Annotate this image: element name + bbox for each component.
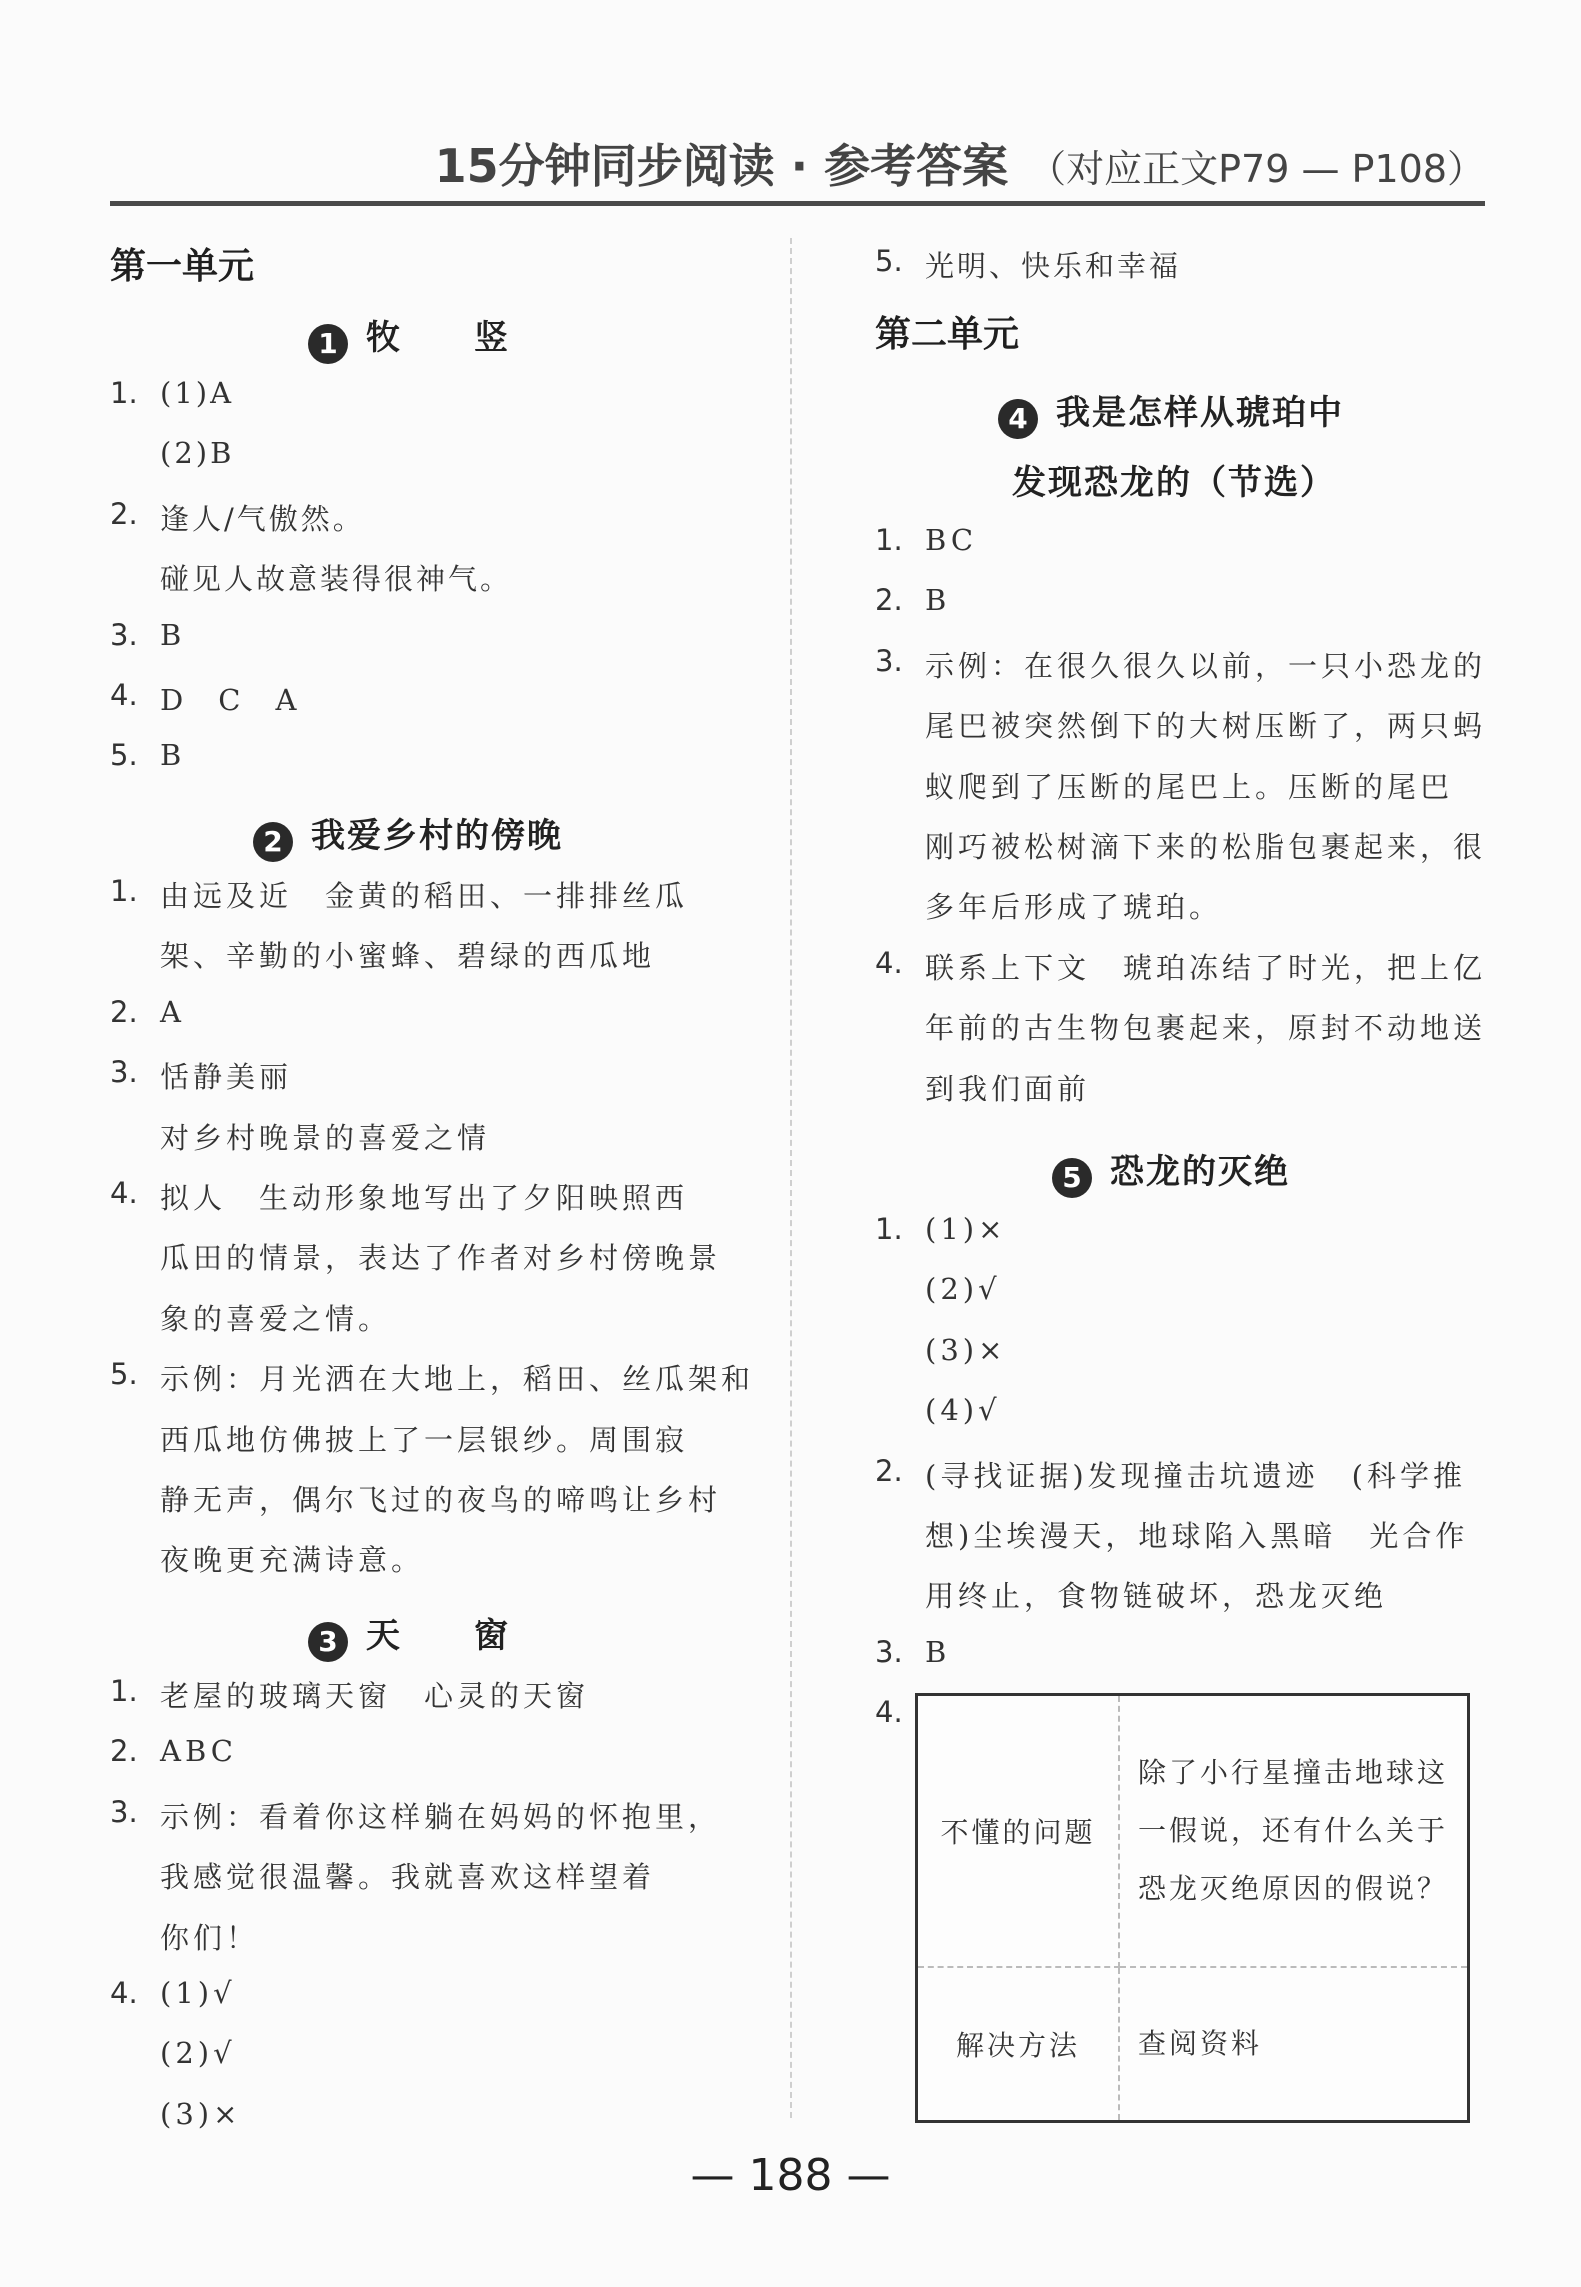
lesson-number-badge: 3 [308,1622,348,1662]
table-key: 不懂的问题 [917,1695,1120,1968]
question-number: 2. [110,994,138,1029]
question-number: 1. [110,1674,138,1708]
answer-line: (3)× [925,1332,1007,1367]
question-number: 4. [110,1976,138,2010]
page-header [110,140,1485,206]
answer-line: 示例：看着你这样躺在妈妈的怀抱里， [160,1799,722,1834]
answer-line: 光明、快乐和幸福 [925,249,1182,283]
question-number: 5. [110,738,138,773]
answer-line: (2)√ [160,2036,236,2071]
answer-line: 逢人/气傲然。 [160,501,365,536]
lesson-title: 天 窗 [366,1616,510,1656]
table-key: 解决方法 [917,1967,1120,2122]
answer-line: 联系上下文 琥珀冻结了时光，把上亿 [925,950,1487,985]
answer-line: (2)B [160,436,235,471]
column-divider [790,238,792,2118]
answer-line: 尾巴被突然倒下的大树压断了，两只蚂 [925,709,1487,744]
answer-line: 静无声，偶尔飞过的夜鸟的啼鸣让乡村 [160,1483,722,1517]
lesson-heading-1 [308,310,510,364]
answer-line: 对乡村晚景的喜爱之情 [160,1120,491,1155]
lesson-title: 我是怎样从琥珀中 [1056,393,1344,433]
question-number: 4. [110,1176,138,1210]
answer-line: 西瓜地仿佛披上了一层银纱。周围寂 [160,1422,689,1457]
answer-line: 年前的古生物包裹起来，原封不动地送 [925,1011,1487,1046]
question-number: 3. [110,617,138,652]
lesson-number-badge: 2 [253,822,293,862]
lesson-number-badge: 4 [998,399,1038,439]
question-number: 3. [875,643,903,678]
lesson-number-badge: 5 [1052,1158,1092,1198]
answer-line: 多年后形成了琥珀。 [925,890,1223,925]
table-value-line: 恐龙灭绝原因的假说？ [1138,1872,1449,1905]
answer-line: 我感觉很温馨。我就喜欢这样望着 [160,1860,656,1895]
question-number: 1. [875,523,903,557]
question-number: 4. [875,945,903,980]
answer-line: B [925,1634,951,1669]
page-number: — 188 — [690,2150,891,2201]
answer-line: 示例：在很久很久以前，一只小恐龙的 [925,648,1487,683]
question-number: 1. [110,376,138,410]
lesson-heading-5 [1052,1144,1290,1198]
question-number: 3. [110,1794,138,1829]
table-row [917,1695,1469,1968]
answer-line: 用终止，食物链破坏，恐龙灭绝 [925,1579,1388,1614]
header-subtitle: （对应正文P79 — P108） [1028,147,1485,191]
table-value-line: 除了小行星撞击地球这 [1138,1756,1449,1789]
question-number: 2. [110,496,138,531]
question-number: 4. [875,1695,903,1730]
question-number: 3. [110,1055,138,1090]
question-number: 5. [875,244,903,278]
lesson-number-badge: 1 [308,324,348,364]
header-title [435,130,1485,196]
answer-line: 由远及近 金黄的稻田、一排排丝瓜 [160,879,689,913]
answer-line: 拟人 生动形象地写出了夕阳映照西 [160,1181,689,1215]
answer-line: 示例：月光洒在大地上，稻田、丝瓜架和 [160,1362,755,1397]
answer-line: 老屋的玻璃天窗 心灵的天窗 [160,1679,590,1713]
question-number: 5. [110,1357,138,1392]
table-row [917,1967,1469,2122]
answer-line: (寻找证据)发现撞击坑遗迹 (科学推 [925,1458,1466,1493]
answer-line: BC [925,523,978,557]
lesson-heading-4 [998,385,1344,439]
answer-line: 想)尘埃漫天，地球陷入黑暗 光合作 [925,1519,1469,1553]
answer-line: ABC [160,1734,237,1769]
question-number: 1. [110,874,138,908]
answer-line: 刚巧被松树滴下来的松脂包裹起来，很 [925,830,1487,864]
lesson-title: 我爱乡村的傍晚 [311,816,563,856]
answer-line: (3)× [160,2096,242,2131]
table-value: 查阅资料 [1138,2027,1263,2060]
answer-line: D C A [160,683,300,717]
answer-line: (4)√ [925,1393,1001,1428]
lesson-title: 牧 竖 [366,318,510,358]
question-number: 2. [875,1453,903,1488]
answer-table [915,1693,1470,2123]
answer-line: (1)√ [160,1976,236,2010]
answer-line: (1)× [925,1212,1007,1246]
answer-line: 架、辛勤的小蜜蜂、碧绿的西瓜地 [160,939,656,974]
answer-line: B [160,617,185,652]
answer-line: 到我们面前 [925,1071,1091,1106]
answer-line: 夜晚更充满诗意。 [160,1543,425,1578]
answer-line: A [160,994,185,1029]
table-value [1119,1695,1469,1968]
answer-line: B [160,738,185,773]
question-number: 2. [110,1734,138,1769]
lesson-title: 恐龙的灭绝 [1110,1152,1290,1192]
lesson-heading-3 [308,1608,510,1662]
header-main-title: 15分钟同步阅读 · 参考答案 [434,139,1009,193]
question-number: 2. [875,583,903,618]
unit-heading-2: 第二单元 [875,314,1020,355]
question-number: 4. [110,678,138,712]
header-rule [110,201,1485,206]
answer-line: 你们！ [160,1920,260,1955]
unit-heading-1: 第一单元 [110,246,255,287]
answer-line: 蚁爬到了压断的尾巴上。压断的尾巴 [925,769,1454,804]
lesson-heading-2 [253,808,563,862]
answer-line: 恬静美丽 [160,1060,293,1095]
question-number: 3. [875,1634,903,1669]
answer-line: 象的喜爱之情。 [160,1301,392,1336]
question-number: 1. [875,1212,903,1246]
table-value-line: 一假说，还有什么关于 [1138,1814,1449,1847]
answer-line: (1)A [160,376,235,410]
lesson-heading-4-line2: 发现恐龙的（节选） [1012,463,1336,503]
answer-line: 碰见人故意装得很神气。 [160,562,513,597]
answer-line: (2)√ [925,1272,1001,1307]
answer-line: 瓜田的情景，表达了作者对乡村傍晚景 [160,1241,722,1276]
answer-line: B [925,583,951,618]
